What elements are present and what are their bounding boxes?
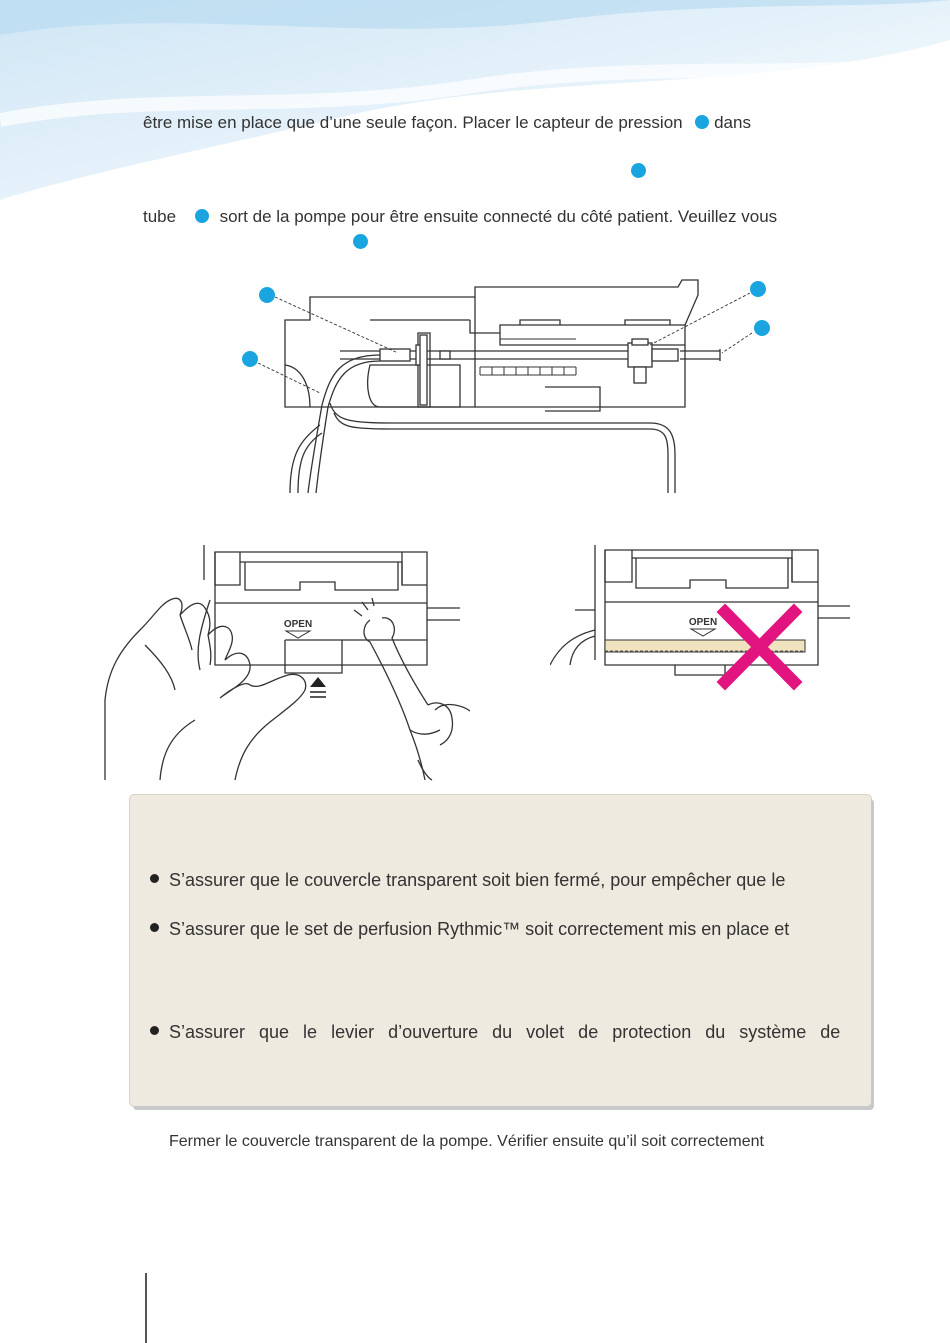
note-bullet-1: S’assurer que le couvercle transparent soit bien fermé, pour empêcher que le — [150, 868, 785, 892]
callout-dot — [631, 163, 646, 178]
open-label: OPEN — [283, 619, 313, 630]
callout-dot — [695, 115, 709, 129]
note-bullet-2: S’assurer que le set de perfusion Rythmic™ soit correctement mis en place et — [150, 917, 789, 941]
incorrect-lid-closure-illustration — [550, 540, 860, 700]
warning-note-box — [130, 795, 871, 1106]
callout-dot — [242, 351, 258, 367]
bullet-dot — [150, 1026, 159, 1035]
hand-closing-lid-illustration — [100, 540, 470, 785]
bullet-dot — [150, 874, 159, 883]
pump-tubing-diagram — [230, 275, 790, 500]
intro-line-1: être mise en place que d’une seule façon. Placer le capteur de pression dans — [143, 113, 751, 132]
open-label: OPEN — [688, 617, 718, 628]
callout-dot — [353, 234, 368, 249]
callout-dot — [754, 320, 770, 336]
bullet-dot — [150, 923, 159, 932]
page-margin-rule — [145, 1273, 147, 1343]
callout-dot — [195, 209, 209, 223]
closing-instruction-text: Fermer le couvercle transparent de la pompe. Vérifier ensuite qu’il soit correctement — [169, 1133, 764, 1150]
note-bullet-3: S’assurer que le levier d’ouverture du volet de protection du système de — [150, 1020, 840, 1044]
intro-line-2: tube sort de la pompe pour être ensuite connecté du côté patient. Veuillez vous — [143, 207, 778, 226]
callout-dot — [750, 281, 766, 297]
callout-dot — [259, 287, 275, 303]
